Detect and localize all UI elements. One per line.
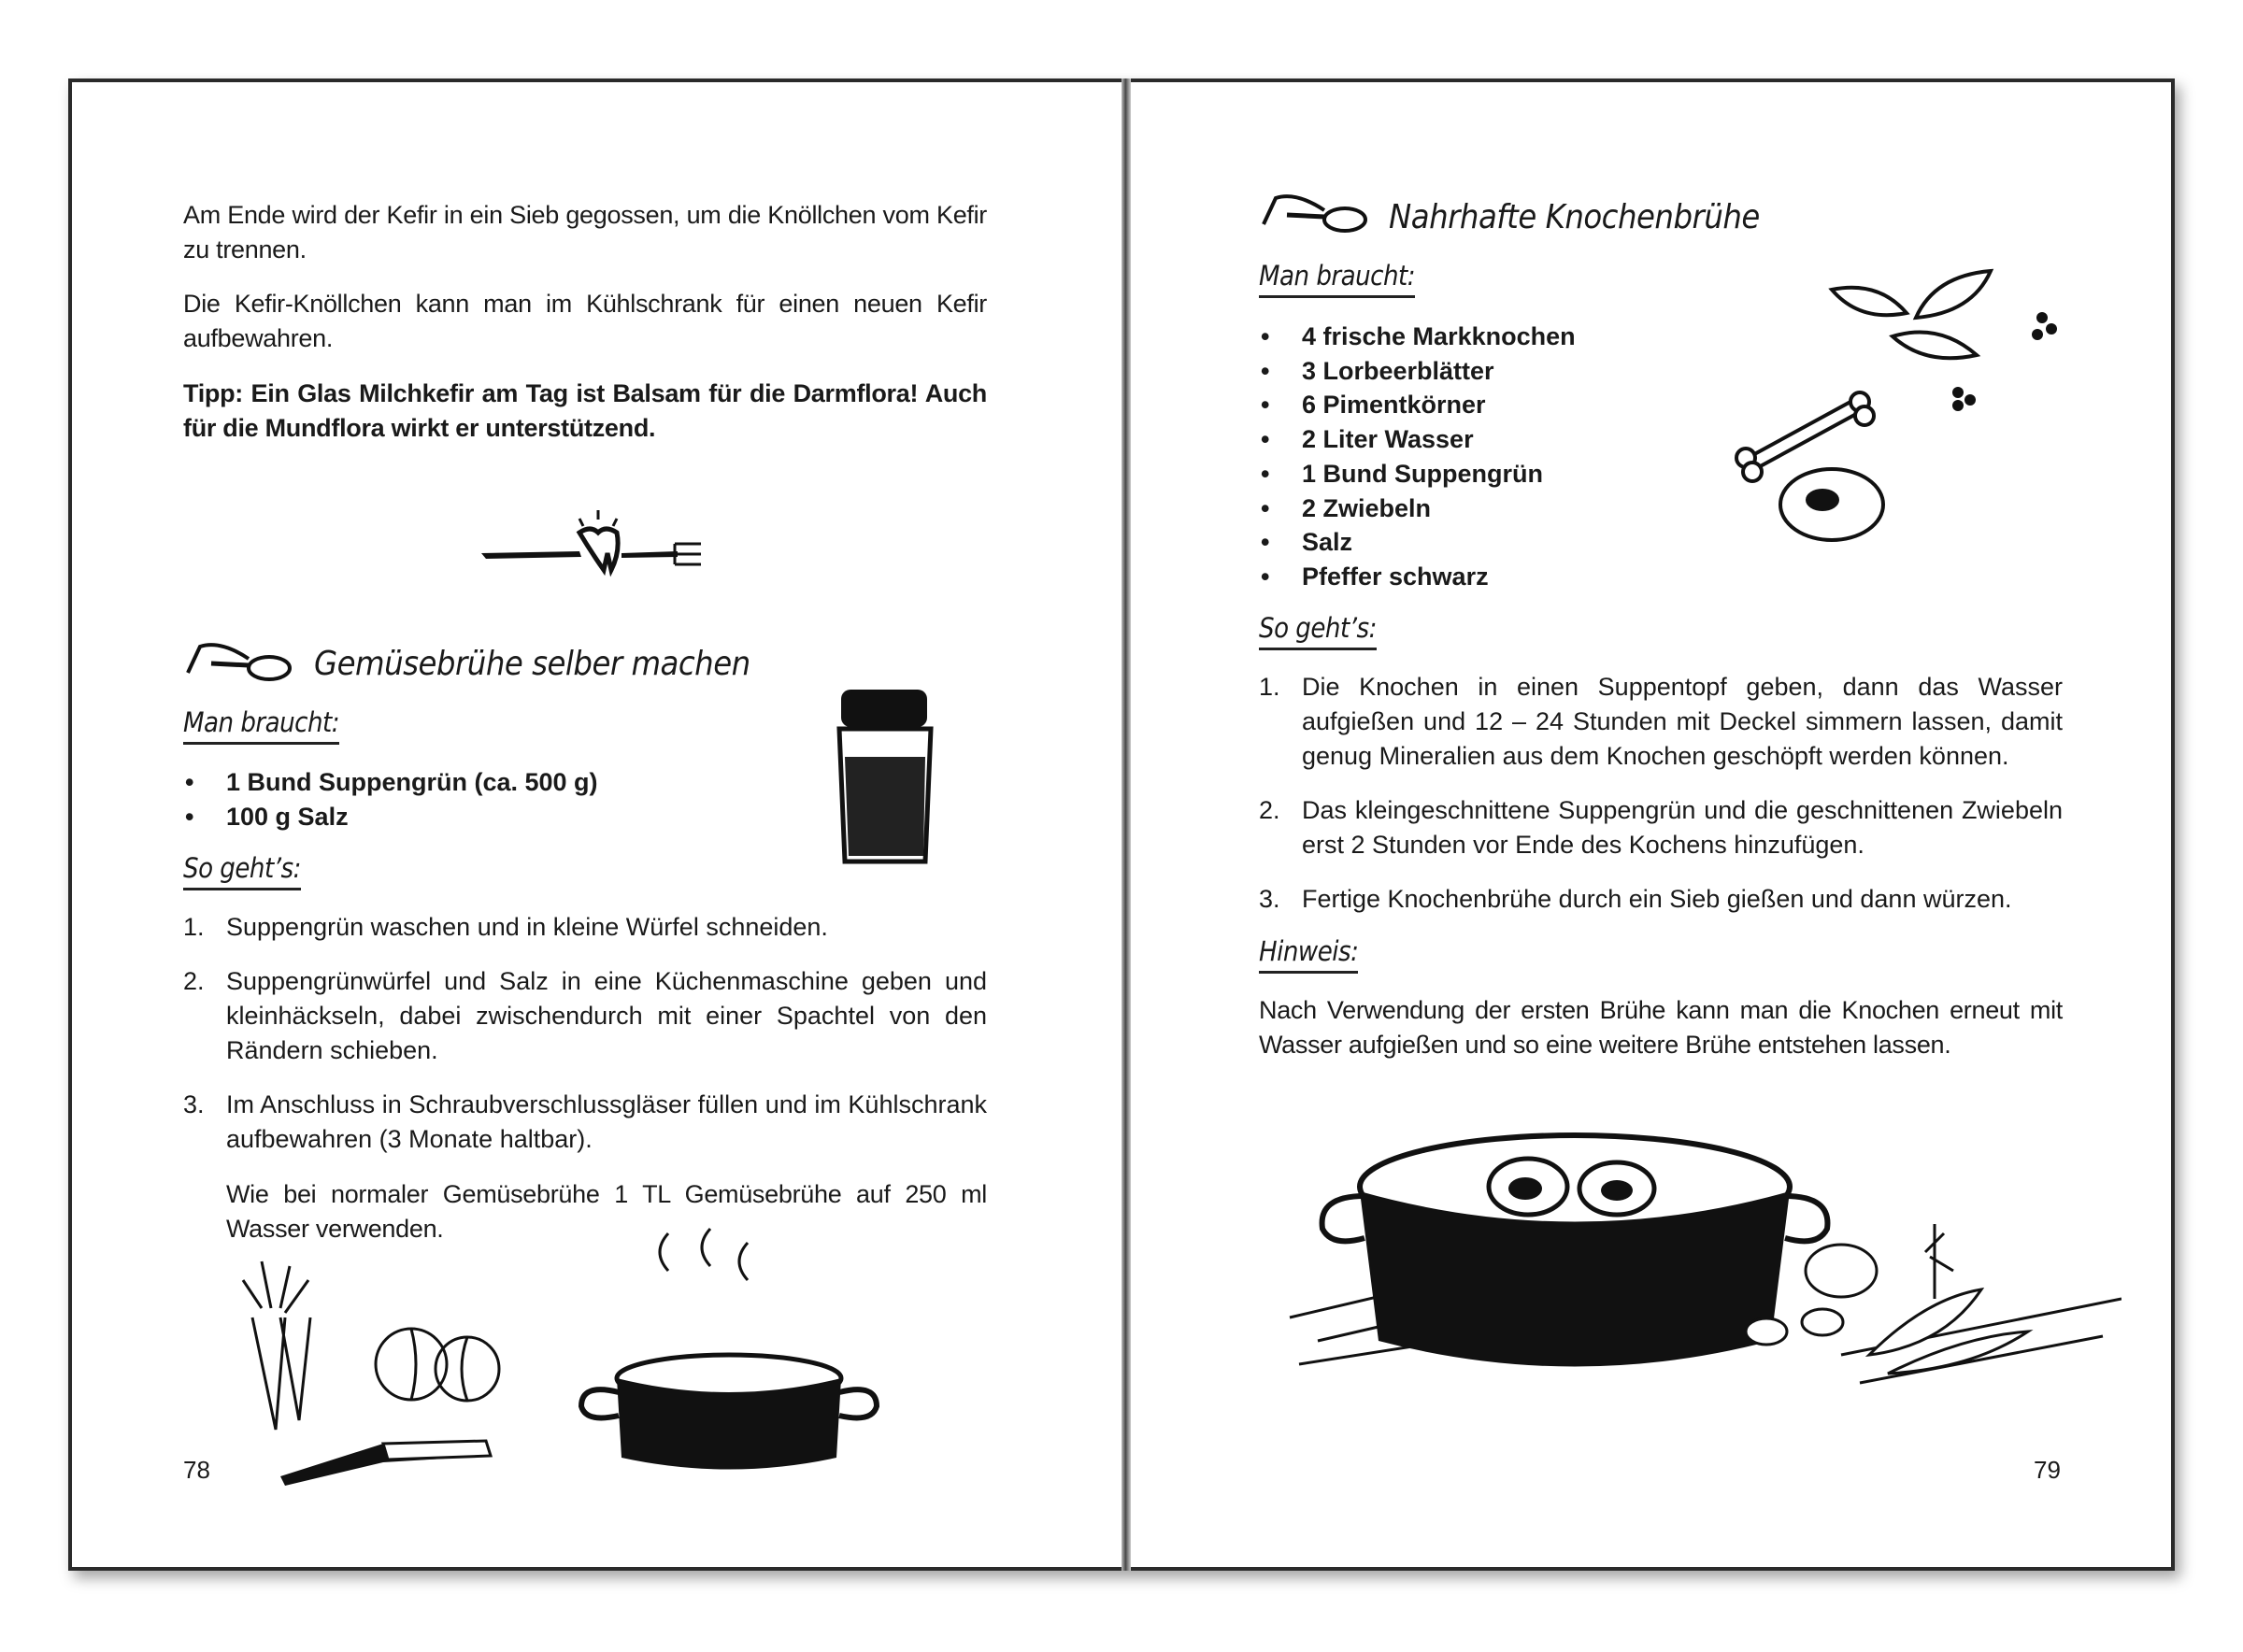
step-item: 1. Die Knochen in einen Suppentopf geben, dann das Wasser aufgießen und 12 – 24 Stunden mit Deckel simmern lassen, damit genug Mineralien aus dem Knochen geschöpft werden können. bbox=[1259, 673, 2063, 770]
tip-text: Tipp: Ein Glas Milchkefir am Tag ist Balsam für die Darmflora! Auch für die Mundflora wirkt er unterstützend. bbox=[183, 379, 987, 442]
book-spine bbox=[1122, 78, 1131, 1571]
salt-jar-illustration bbox=[834, 682, 936, 869]
ingredient-item: • 1 Bund Suppengrün (ca. 500 g) bbox=[183, 765, 598, 800]
recipe-title-knochenbruehe: Nahrhafte Knochenbrühe bbox=[1389, 198, 1760, 236]
ingredient-item: • 2 Zwiebeln bbox=[1259, 491, 1576, 526]
step-item: 2. Das kleingeschnittene Suppengrün und die geschnittenen Zwiebeln erst 2 Stunden vor Ende des Kochens hinzufügen. bbox=[1259, 796, 2063, 859]
steps-label: So geht’s: bbox=[183, 852, 301, 890]
steps-label: So geht’s: bbox=[1259, 612, 1377, 650]
page-number-right: 79 bbox=[2034, 1456, 2061, 1484]
steps-list bbox=[183, 910, 987, 1176]
steps-list bbox=[1259, 670, 2063, 936]
ingredients-label: Man braucht: bbox=[183, 706, 339, 745]
step-item: 1. Suppengrün waschen und in kleine Würfel schneiden. bbox=[183, 913, 828, 941]
hint-text: Nach Verwendung der ersten Brühe kann man die Knochen erneut mit Wasser aufgießen und so eine weitere Brühe entstehen lassen. bbox=[1259, 996, 2063, 1059]
ingredient-item: • 100 g Salz bbox=[183, 800, 598, 834]
recipe-title-gemuesebruehe: Gemüsebrühe selber machen bbox=[314, 645, 750, 683]
paragraph-kefir-storage: Die Kefir-Knöllchen kann man im Kühlschrank für einen neuen Kefir aufbewahren. bbox=[183, 290, 987, 352]
ingredients-list bbox=[183, 765, 598, 833]
ingredient-item: • 3 Lorbeerblätter bbox=[1259, 354, 1576, 389]
paragraph-kefir-sieve: Am Ende wird der Kefir in ein Sieb gegossen, um die Knöllchen vom Kefir zu trennen. bbox=[183, 201, 987, 263]
usage-note: Wie bei normaler Gemüsebrühe 1 TL Gemüsebrühe auf 250 ml Wasser verwenden. bbox=[226, 1180, 987, 1243]
step-item: 3. Im Anschluss in Schraubverschlussgläser füllen und im Kühlschrank aufbewahren (3 Monate haltbar). bbox=[183, 1090, 987, 1153]
hint-label: Hinweis: bbox=[1259, 935, 1358, 974]
ingredient-item: • 2 Liter Wasser bbox=[1259, 422, 1576, 457]
ingredient-item: • Salz bbox=[1259, 525, 1576, 560]
step-item: 2. Suppengrünwürfel und Salz in eine Küchenmaschine geben und kleinhäckseln, dabei zwischendurch mit einer Spachtel von den Rändern schieben. bbox=[183, 967, 987, 1064]
ingredients-list bbox=[1259, 320, 1576, 594]
spoon-icon bbox=[1259, 187, 1371, 243]
tooth-cutlery-icon bbox=[477, 505, 710, 584]
bone-broth-pot-illustration bbox=[1280, 1112, 2122, 1411]
ingredient-item: • 1 Bund Suppengrün bbox=[1259, 457, 1576, 491]
step-item: 3. Fertige Knochenbrühe durch ein Sieb gießen und dann würzen. bbox=[1259, 885, 2012, 913]
spoon-icon bbox=[183, 635, 295, 691]
ingredients-label: Man braucht: bbox=[1259, 260, 1415, 298]
vegetables-pot-illustration bbox=[224, 1224, 907, 1504]
ingredient-item: • 4 frische Markknochen bbox=[1259, 320, 1576, 354]
bay-leaves-bone-illustration bbox=[1729, 262, 2075, 570]
ingredient-item: • 6 Pimentkörner bbox=[1259, 388, 1576, 422]
ingredient-item: • Pfeffer schwarz bbox=[1259, 560, 1576, 594]
page-number-left: 78 bbox=[183, 1456, 210, 1484]
